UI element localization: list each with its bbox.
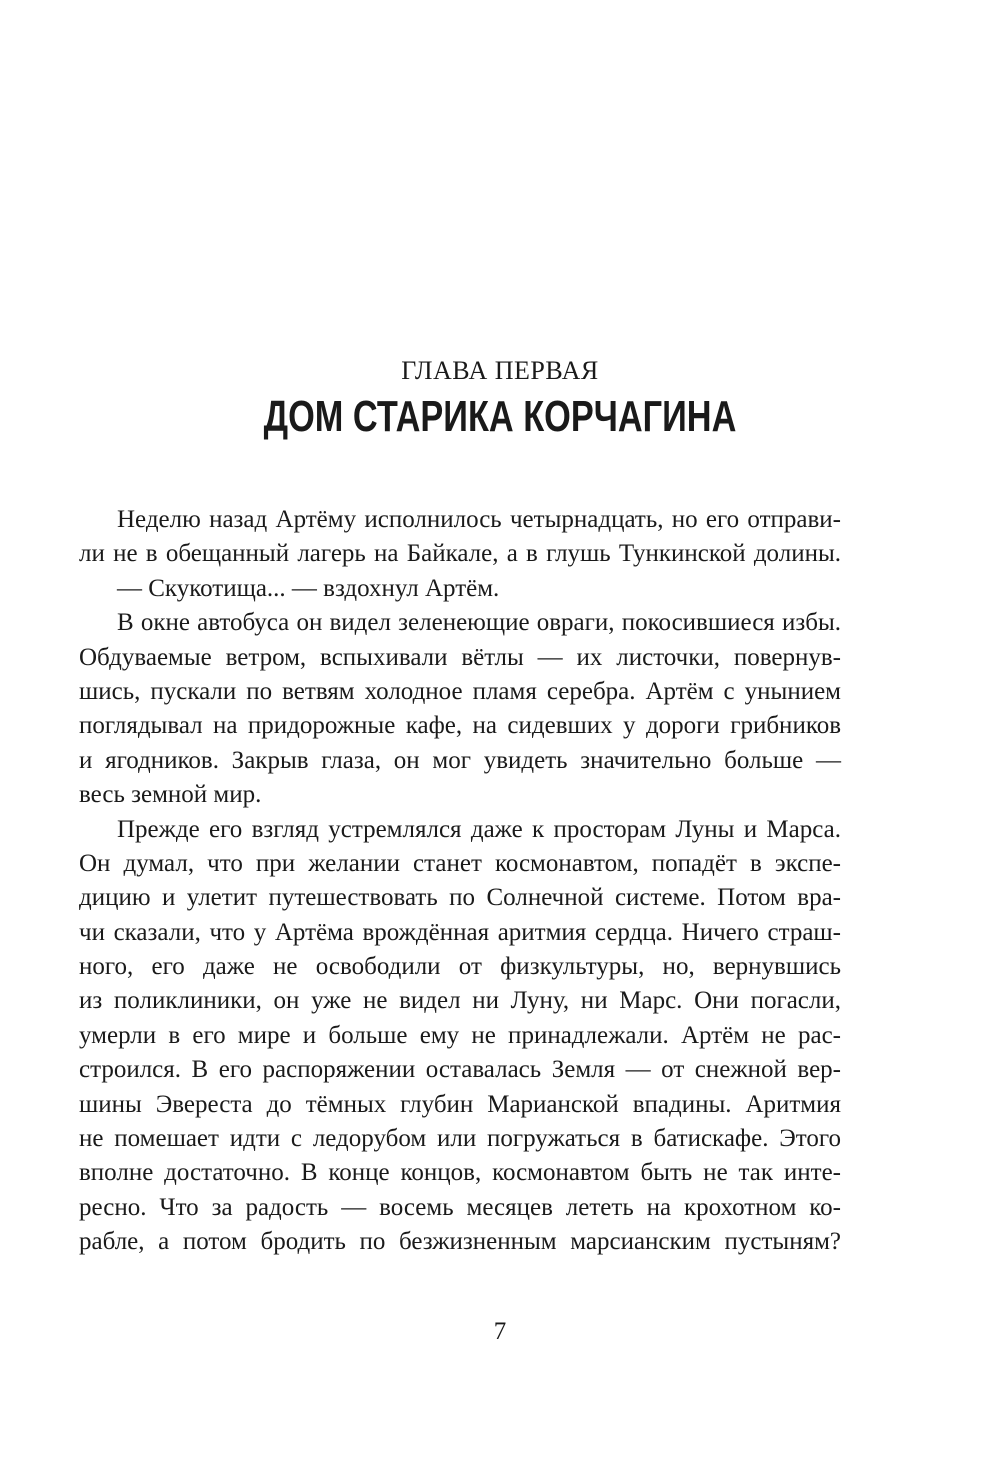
text-line: Прежде его взгляд устремлялся даже к просторам Луны и Марса. xyxy=(117,815,841,843)
text-line: Он думал, что при желании станет космонавтом, попадёт в экспе- xyxy=(79,849,841,877)
text-line: В окне автобуса он видел зеленеющие овраги, покосившиеся избы. xyxy=(117,609,841,637)
text-line: ли не в обещанный лагерь на Байкале, а в глушь Тункинской долины. xyxy=(79,540,841,568)
text-line: и ягодников. Закрыв глаза, он мог увидеть значительно больше — xyxy=(79,746,841,774)
text-line: дицию и улетит путешествовать по Солнечной системе. Потом вра- xyxy=(79,884,841,912)
text-line: ного, его даже не освободили от физкультуры, но, вернувшись xyxy=(79,953,841,981)
text-line: шись, пускали по ветвям холодное пламя серебра. Артём с унынием xyxy=(79,677,841,705)
page-number: 7 xyxy=(493,1318,507,1345)
text-line: — Скукотища... — вздохнул Артём. xyxy=(117,574,500,602)
text-line: не помешает идти с ледорубом или погружаться в батискафе. Этого xyxy=(79,1125,841,1153)
text-line: весь земной мир. xyxy=(79,781,262,809)
text-line: вполне достаточно. В конце концов, космонавтом быть не так инте- xyxy=(79,1159,841,1187)
text-line: поглядывал на придорожные кафе, на сидевших у дороги грибников xyxy=(79,712,841,740)
text-line: из поликлиники, он уже не видел ни Луну, ни Марс. Они погасли, xyxy=(79,987,841,1015)
text-line: ресно. Что за радость — восемь месяцев лететь на крохотном ко- xyxy=(79,1193,841,1221)
text-line: Неделю назад Артёму исполнилось четырнадцать, но его отправи- xyxy=(117,506,841,533)
text-line: рабле, а потом бродить по безжизненным марсианским пустыням? xyxy=(79,1228,841,1256)
chapter-title: ДОМ СТАРИКА КОРЧАГИНА xyxy=(263,392,737,441)
text-line: Обдуваемые ветром, вспыхивали вётлы — их листочки, повернув- xyxy=(79,643,841,671)
text-line: строился. В его распоряжении оставалась Земля — от снежной вер- xyxy=(79,1056,841,1084)
chapter-label: ГЛАВА ПЕРВАЯ xyxy=(401,356,599,385)
text-line: умерли в его мире и больше ему не принадлежали. Артём не рас- xyxy=(79,1021,841,1049)
text-line: шины Эвереста до тёмных глубин Марианской впадины. Аритмия xyxy=(79,1090,841,1118)
chapter-body xyxy=(79,503,841,1260)
text-line: чи сказали, что у Артёма врождённая аритмия сердца. Ничего страш- xyxy=(79,918,841,946)
